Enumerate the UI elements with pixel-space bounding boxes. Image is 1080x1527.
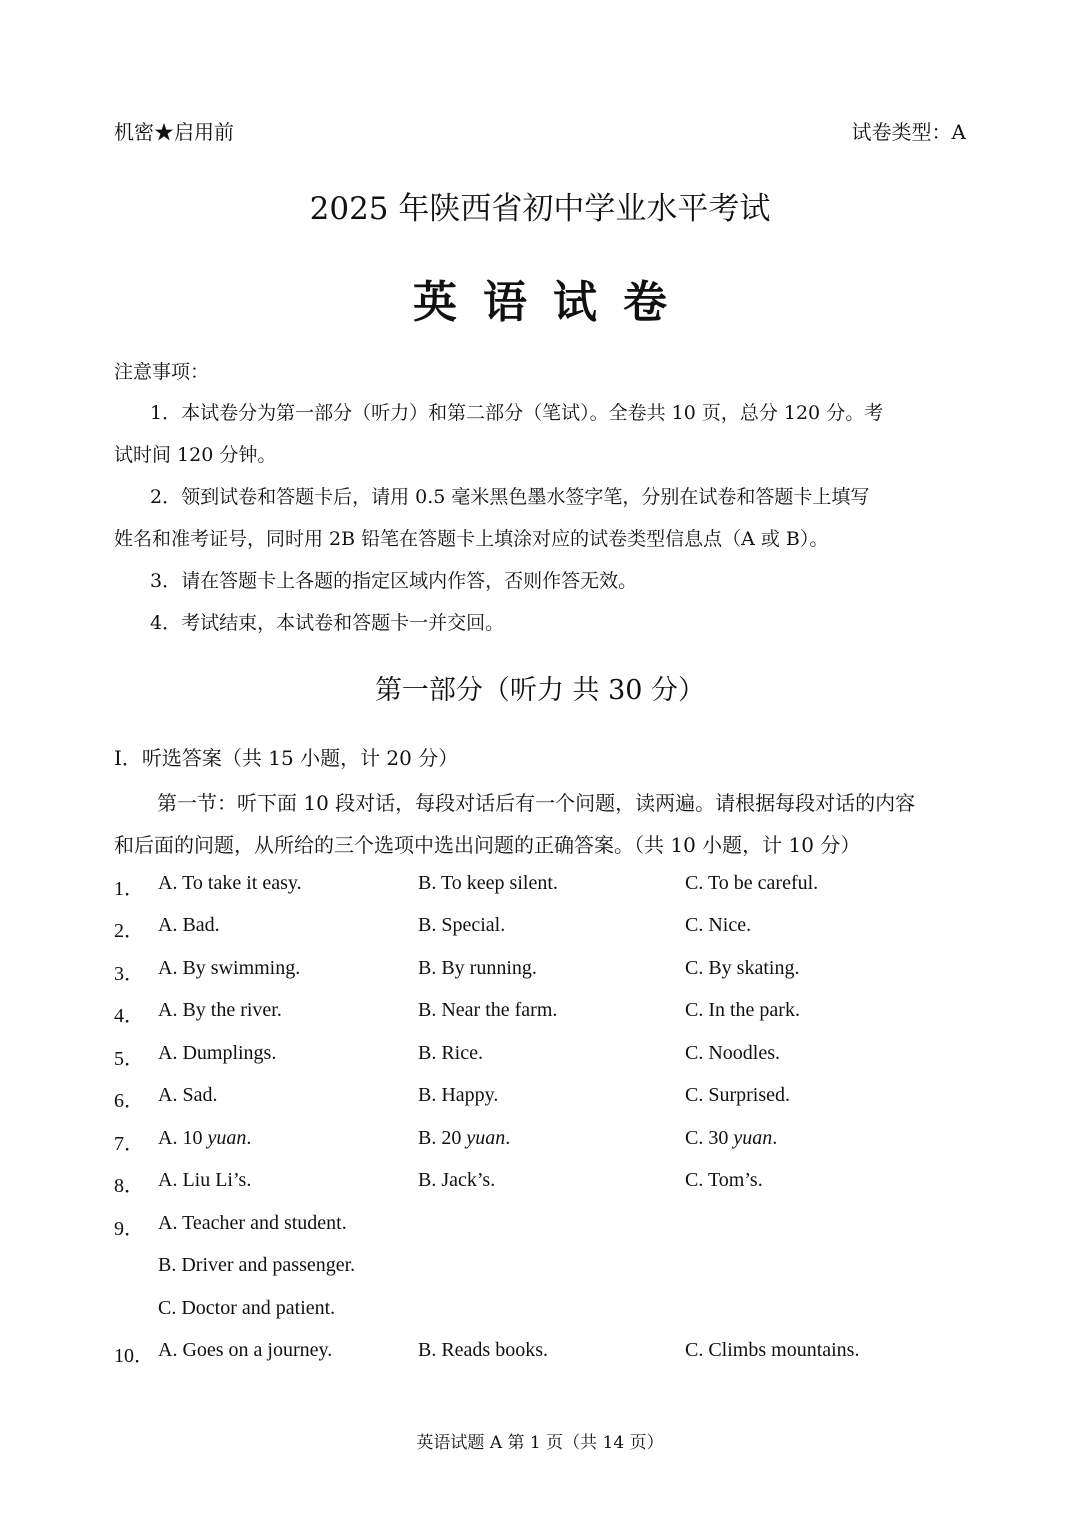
- question-number: 8．: [114, 1175, 144, 1197]
- option-a: A. Dumplings.: [158, 1042, 277, 1064]
- option-c: C. Doctor and patient.: [158, 1297, 336, 1319]
- question-number: 2．: [114, 920, 144, 942]
- section-instruction-cont: 和后面的问题，从所给的三个选项中选出问题的正确答案。（共 10 小题，计 10 分）: [114, 833, 861, 857]
- notice-item-4: 4．考试结束，本试卷和答题卡一并交回。: [150, 612, 505, 634]
- section-instruction: 第一节：听下面 10 段对话，每段对话后有一个问题，读两遍。请根据每段对话的内容: [157, 791, 916, 815]
- option-c-currency: yuan: [733, 1127, 773, 1149]
- option-a: [158, 1127, 251, 1150]
- option-c: C. To be careful.: [685, 872, 819, 894]
- option-b: B. Jack’s.: [418, 1169, 496, 1191]
- option-a-period: .: [246, 1127, 252, 1149]
- question-number: 9．: [114, 1218, 144, 1240]
- option-a: A. Teacher and student.: [158, 1212, 347, 1234]
- option-c: C. Noodles.: [685, 1042, 780, 1064]
- page-footer: 英语试题 A 第 1 页（共 14 页）: [416, 1433, 664, 1453]
- option-b: B. By running.: [418, 957, 537, 979]
- option-a: A. By the river.: [158, 999, 282, 1021]
- notice-item-1-cont: 试时间 120 分钟。: [114, 444, 277, 466]
- option-c: C. By skating.: [685, 957, 800, 979]
- option-c: C. In the park.: [685, 999, 800, 1021]
- option-b: [418, 1127, 510, 1150]
- option-c: C. Tom’s.: [685, 1169, 763, 1191]
- question-number: 5．: [114, 1048, 144, 1070]
- question-number: 7．: [114, 1133, 144, 1155]
- notice-item-2: 2．领到试卷和答题卡后，请用 0.5 毫米黑色墨水签字笔，分别在试卷和答题卡上填写: [150, 486, 870, 508]
- option-b: B. Driver and passenger.: [158, 1254, 356, 1276]
- confidential-label: 机密★启用前: [114, 120, 234, 144]
- option-b: B. To keep silent.: [418, 872, 558, 894]
- option-a: A. Sad.: [158, 1084, 218, 1106]
- option-b-currency: yuan: [466, 1127, 506, 1149]
- option-a: A. By swimming.: [158, 957, 301, 979]
- question-number: 6．: [114, 1090, 144, 1112]
- section-heading: Ⅰ．听选答案（共 15 小题，计 20 分）: [114, 746, 459, 770]
- option-a-text: A. 10: [158, 1127, 208, 1149]
- option-c: C. Climbs mountains.: [685, 1339, 860, 1361]
- option-c: C. Nice.: [685, 914, 752, 936]
- option-c-text: C. 30: [685, 1127, 734, 1149]
- question-number: 1．: [114, 878, 144, 900]
- notice-heading: 注意事项：: [114, 361, 210, 383]
- option-c: [685, 1127, 777, 1150]
- notice-item-2-cont: 姓名和准考证号，同时用 2B 铅笔在答题卡上填涂对应的试卷类型信息点（A 或 B）。: [114, 528, 829, 550]
- option-c-period: .: [772, 1127, 778, 1149]
- exam-title: 2025 年陕西省初中学业水平考试: [309, 191, 771, 227]
- option-b-period: .: [505, 1127, 511, 1149]
- option-b: B. Special.: [418, 914, 506, 936]
- option-a: A. Bad.: [158, 914, 220, 936]
- option-a-currency: yuan: [207, 1127, 247, 1149]
- option-a: A. Liu Li’s.: [158, 1169, 252, 1191]
- option-a: A. Goes on a journey.: [158, 1339, 333, 1361]
- paper-type-label: 试卷类型：A: [851, 120, 966, 144]
- option-b: B. Happy.: [418, 1084, 499, 1106]
- option-a: A. To take it easy.: [158, 872, 302, 894]
- option-b-text: B. 20: [418, 1127, 467, 1149]
- question-number: 4．: [114, 1005, 144, 1027]
- option-b: B. Near the farm.: [418, 999, 558, 1021]
- option-b: B. Reads books.: [418, 1339, 548, 1361]
- exam-subtitle: 英语试卷: [413, 277, 693, 328]
- notice-item-3: 3．请在答题卡上各题的指定区域内作答，否则作答无效。: [150, 570, 638, 592]
- question-number: 10．: [114, 1345, 154, 1367]
- part-one-heading: 第一部分（听力 共 30 分）: [374, 675, 706, 706]
- question-number: 3．: [114, 963, 144, 985]
- notice-item-1: 1．本试卷分为第一部分（听力）和第二部分（笔试）。全卷共 10 页，总分 120 分。考: [150, 402, 884, 424]
- option-c: C. Surprised.: [685, 1084, 790, 1106]
- option-b: B. Rice.: [418, 1042, 483, 1064]
